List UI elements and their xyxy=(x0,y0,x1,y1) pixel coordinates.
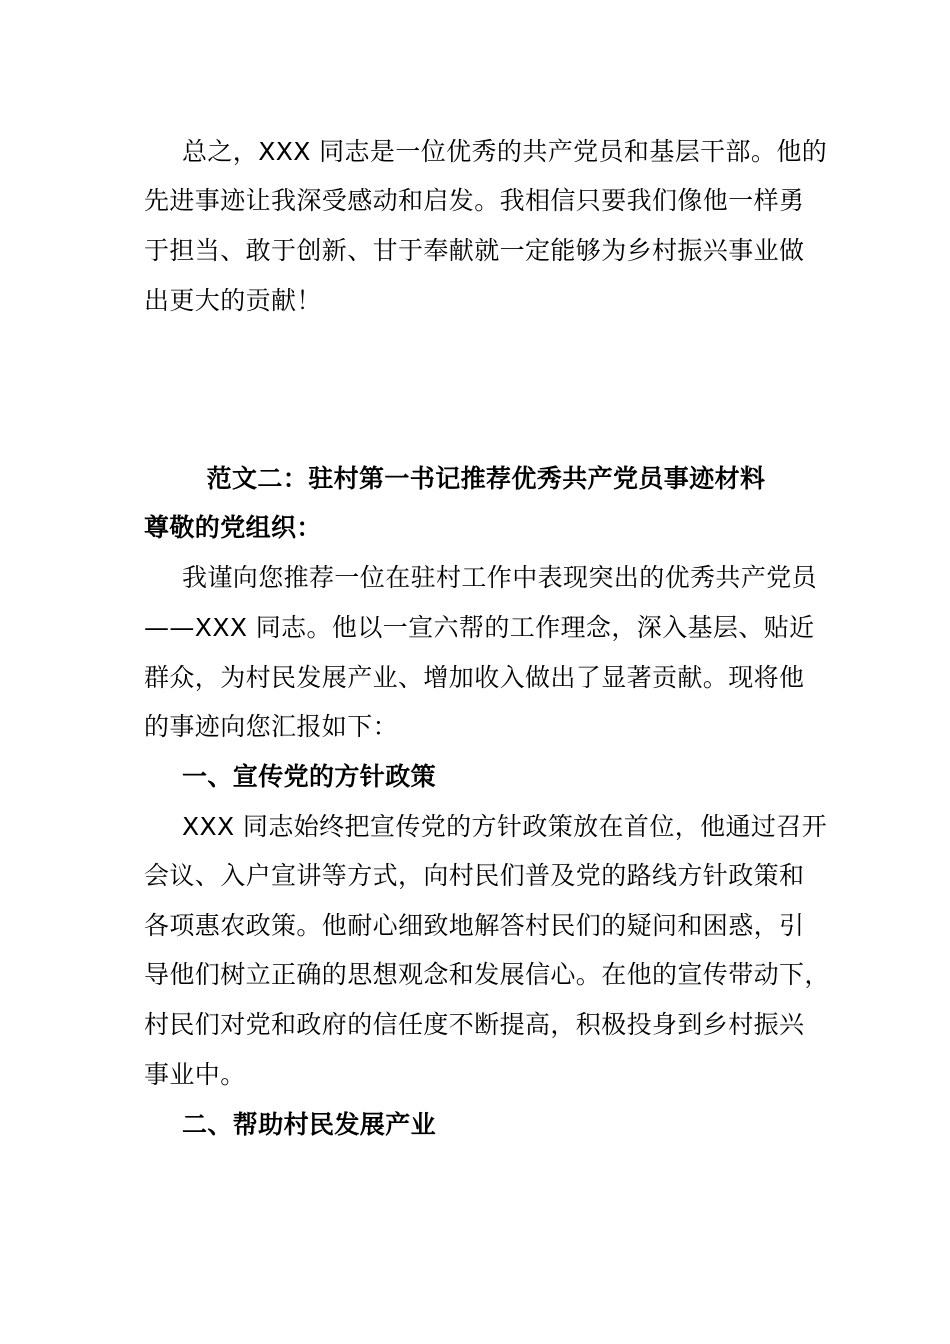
paragraph-line: 导他们树立正确的思想观念和发展信心。在他的宣传带动下， xyxy=(144,960,830,989)
paragraph-line: 事业中。 xyxy=(144,1060,246,1089)
paragraph-line: XXX 同志始终把宣传党的方针政策放在首位，他通过召开 xyxy=(182,812,828,841)
paragraph-line: ——XXX 同志。他以一宣六帮的工作理念，深入基层、贴近 xyxy=(144,613,815,642)
document-title: 范文二：驻村第一书记推荐优秀共产党员事迹材料 xyxy=(206,464,766,493)
paragraph-line: 会议、入户宣讲等方式，向村民们普及党的路线方针政策和 xyxy=(144,861,805,890)
paragraph-line: 村民们对党和政府的信任度不断提高，积极投身到乡村振兴 xyxy=(144,1010,805,1039)
section-heading: 二、帮助村民发展产业 xyxy=(182,1110,437,1139)
paragraph-line: 先进事迹让我深受感动和启发。我相信只要我们像他一样勇 xyxy=(144,186,805,215)
paragraph-line: 的事迹向您汇报如下： xyxy=(144,712,399,741)
paragraph-line: 各项惠农政策。他耐心细致地解答村民们的疑问和困惑，引 xyxy=(144,911,805,940)
salutation: 尊敬的党组织： xyxy=(144,513,322,542)
section-heading: 一、宣传党的方针政策 xyxy=(182,762,437,791)
paragraph-line: 于担当、敢于创新、甘于奉献就一定能够为乡村振兴事业做 xyxy=(144,236,805,265)
paragraph-line: 总之，XXX 同志是一位优秀的共产党员和基层干部。他的 xyxy=(182,137,828,166)
paragraph-line: 我谨向您推荐一位在驻村工作中表现突出的优秀共产党员 xyxy=(182,563,818,592)
paragraph-line: 出更大的贡献！ xyxy=(144,286,322,315)
paragraph-line: 群众，为村民发展产业、增加收入做出了显著贡献。现将他 xyxy=(144,663,805,692)
